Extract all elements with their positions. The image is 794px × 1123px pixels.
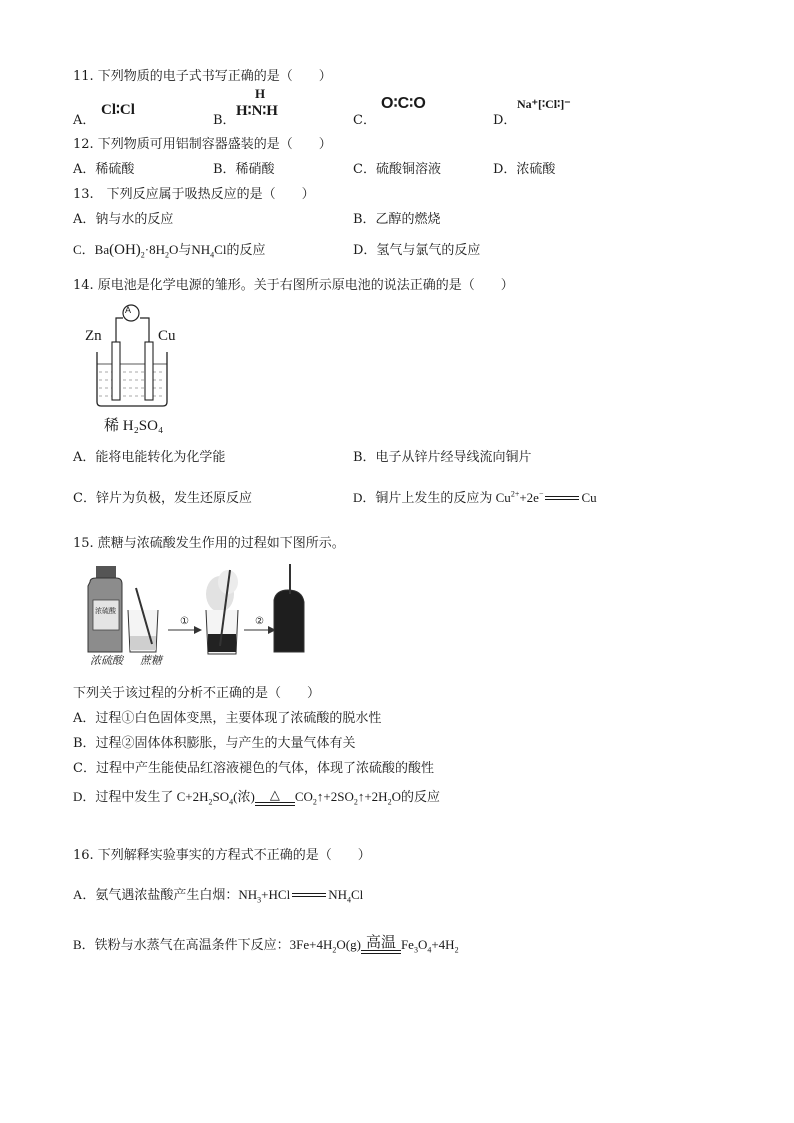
q15-sub-stem: 下列关于该过程的分析不正确的是（ ） — [73, 686, 321, 701]
q11-option-a-formula: Cl∶Cl — [101, 102, 135, 118]
step-2-label: ② — [255, 616, 264, 627]
zinc-label: Zn — [85, 328, 102, 344]
q15-option-c: C．过程中产生能使品红溶液褪色的气体，体现了浓硫酸的酸性 — [73, 761, 434, 776]
q13-option-a: A．钠与水的反应 — [73, 212, 174, 227]
q13-option-d: D．氢气与氯气的反应 — [353, 243, 481, 258]
q15-stem: 15. 蔗糖与浓硫酸发生作用的过程如下图所示。 — [73, 536, 345, 551]
q11-option-a-label: A． — [73, 113, 96, 128]
bottle-label-text: 浓硫酸 — [95, 607, 116, 615]
q13-stem: 13. 下列反应属于吸热反应的是（ ） — [73, 187, 315, 202]
acid-caption: 浓硫酸 — [90, 654, 123, 667]
q14-stem: 14. 原电池是化学电源的雏形。关于右图所示原电池的说法正确的是（ ） — [73, 278, 514, 293]
q16-option-b: B．铁粉与水蒸气在高温条件下反应：$3Fe+4H_2O(g)$ 高温 $Fe_3O_4+4H_2$ — [73, 935, 459, 955]
heat-condition: △ — [255, 788, 295, 808]
step-1-label: ① — [180, 616, 189, 627]
q12-option-d: D．浓硫酸 — [493, 162, 556, 177]
zinc-electrode — [112, 342, 120, 400]
q11-stem: 11. 下列物质的电子式书写正确的是（ ） — [73, 69, 332, 84]
galvanic-cell-drawing — [83, 302, 193, 432]
q15-option-a: A．过程①白色固体变黑，主要体现了浓硫酸的脱水性 — [73, 711, 382, 726]
q12-option-a: A．稀硫酸 — [73, 162, 135, 177]
high-temperature-condition: 高温 — [361, 936, 401, 956]
copper-label: Cu — [158, 328, 176, 344]
q12-option-c: C．硫酸铜溶液 — [353, 162, 441, 177]
galvanic-cell-figure — [83, 302, 193, 432]
copper-electrode — [145, 342, 153, 400]
q16-option-a: A．氨气遇浓盐酸产生白烟：$NH_3+HCl$ $NH_4Cl$ — [73, 887, 364, 905]
q14-option-a: A．能将电能转化为化学能 — [73, 450, 226, 465]
sugar-caption: 蔗糖 — [140, 654, 162, 667]
equals-bar — [545, 495, 579, 503]
q15-option-d: D．过程中发生了 $C+2H_2SO_4$(浓) △ $CO_2↑+2SO_2↑+2H_2O$的反应 — [73, 787, 440, 807]
q11-option-b-label: B． — [213, 113, 236, 128]
q14-option-d: D．铜片上发生的反应为 $Cu^{2+}+2e^-$ Cu — [353, 489, 597, 505]
q16-stem: 16. 下列解释实验事实的方程式不正确的是（ ） — [73, 848, 371, 863]
q13-option-c: C．$Ba(OH)_2\cdot 8H_2O$与$NH_4Cl$的反应 — [73, 242, 266, 260]
q12-stem: 12. 下列物质可用铝制容器盛装的是（ ） — [73, 137, 332, 152]
ammeter-label: A — [125, 305, 132, 315]
q11-option-b-formula: H∶N∶H — [236, 103, 278, 119]
q14-option-b: B．电子从锌片经导线流向铜片 — [353, 450, 532, 465]
q11-option-d-label: D． — [493, 113, 517, 128]
q12-option-b: B．稀硝酸 — [213, 162, 275, 177]
q11-option-d-formula: Na⁺[∶Cl∶]⁻ — [517, 97, 571, 111]
q11-option-c-label: C． — [353, 113, 376, 128]
q13-option-b: B．乙醇的燃烧 — [353, 212, 441, 227]
q14-option-c: C．锌片为负极，发生还原反应 — [73, 491, 252, 506]
q15-option-b: B．过程②固体体积膨胀，与产生的大量气体有关 — [73, 736, 356, 751]
q11-option-b-top-h: H — [255, 86, 266, 101]
equals-bar — [292, 892, 326, 900]
q11-option-c-formula: O∶C∶O — [381, 95, 426, 112]
electrolyte-label: 稀 H₂SO₄ — [104, 418, 164, 434]
